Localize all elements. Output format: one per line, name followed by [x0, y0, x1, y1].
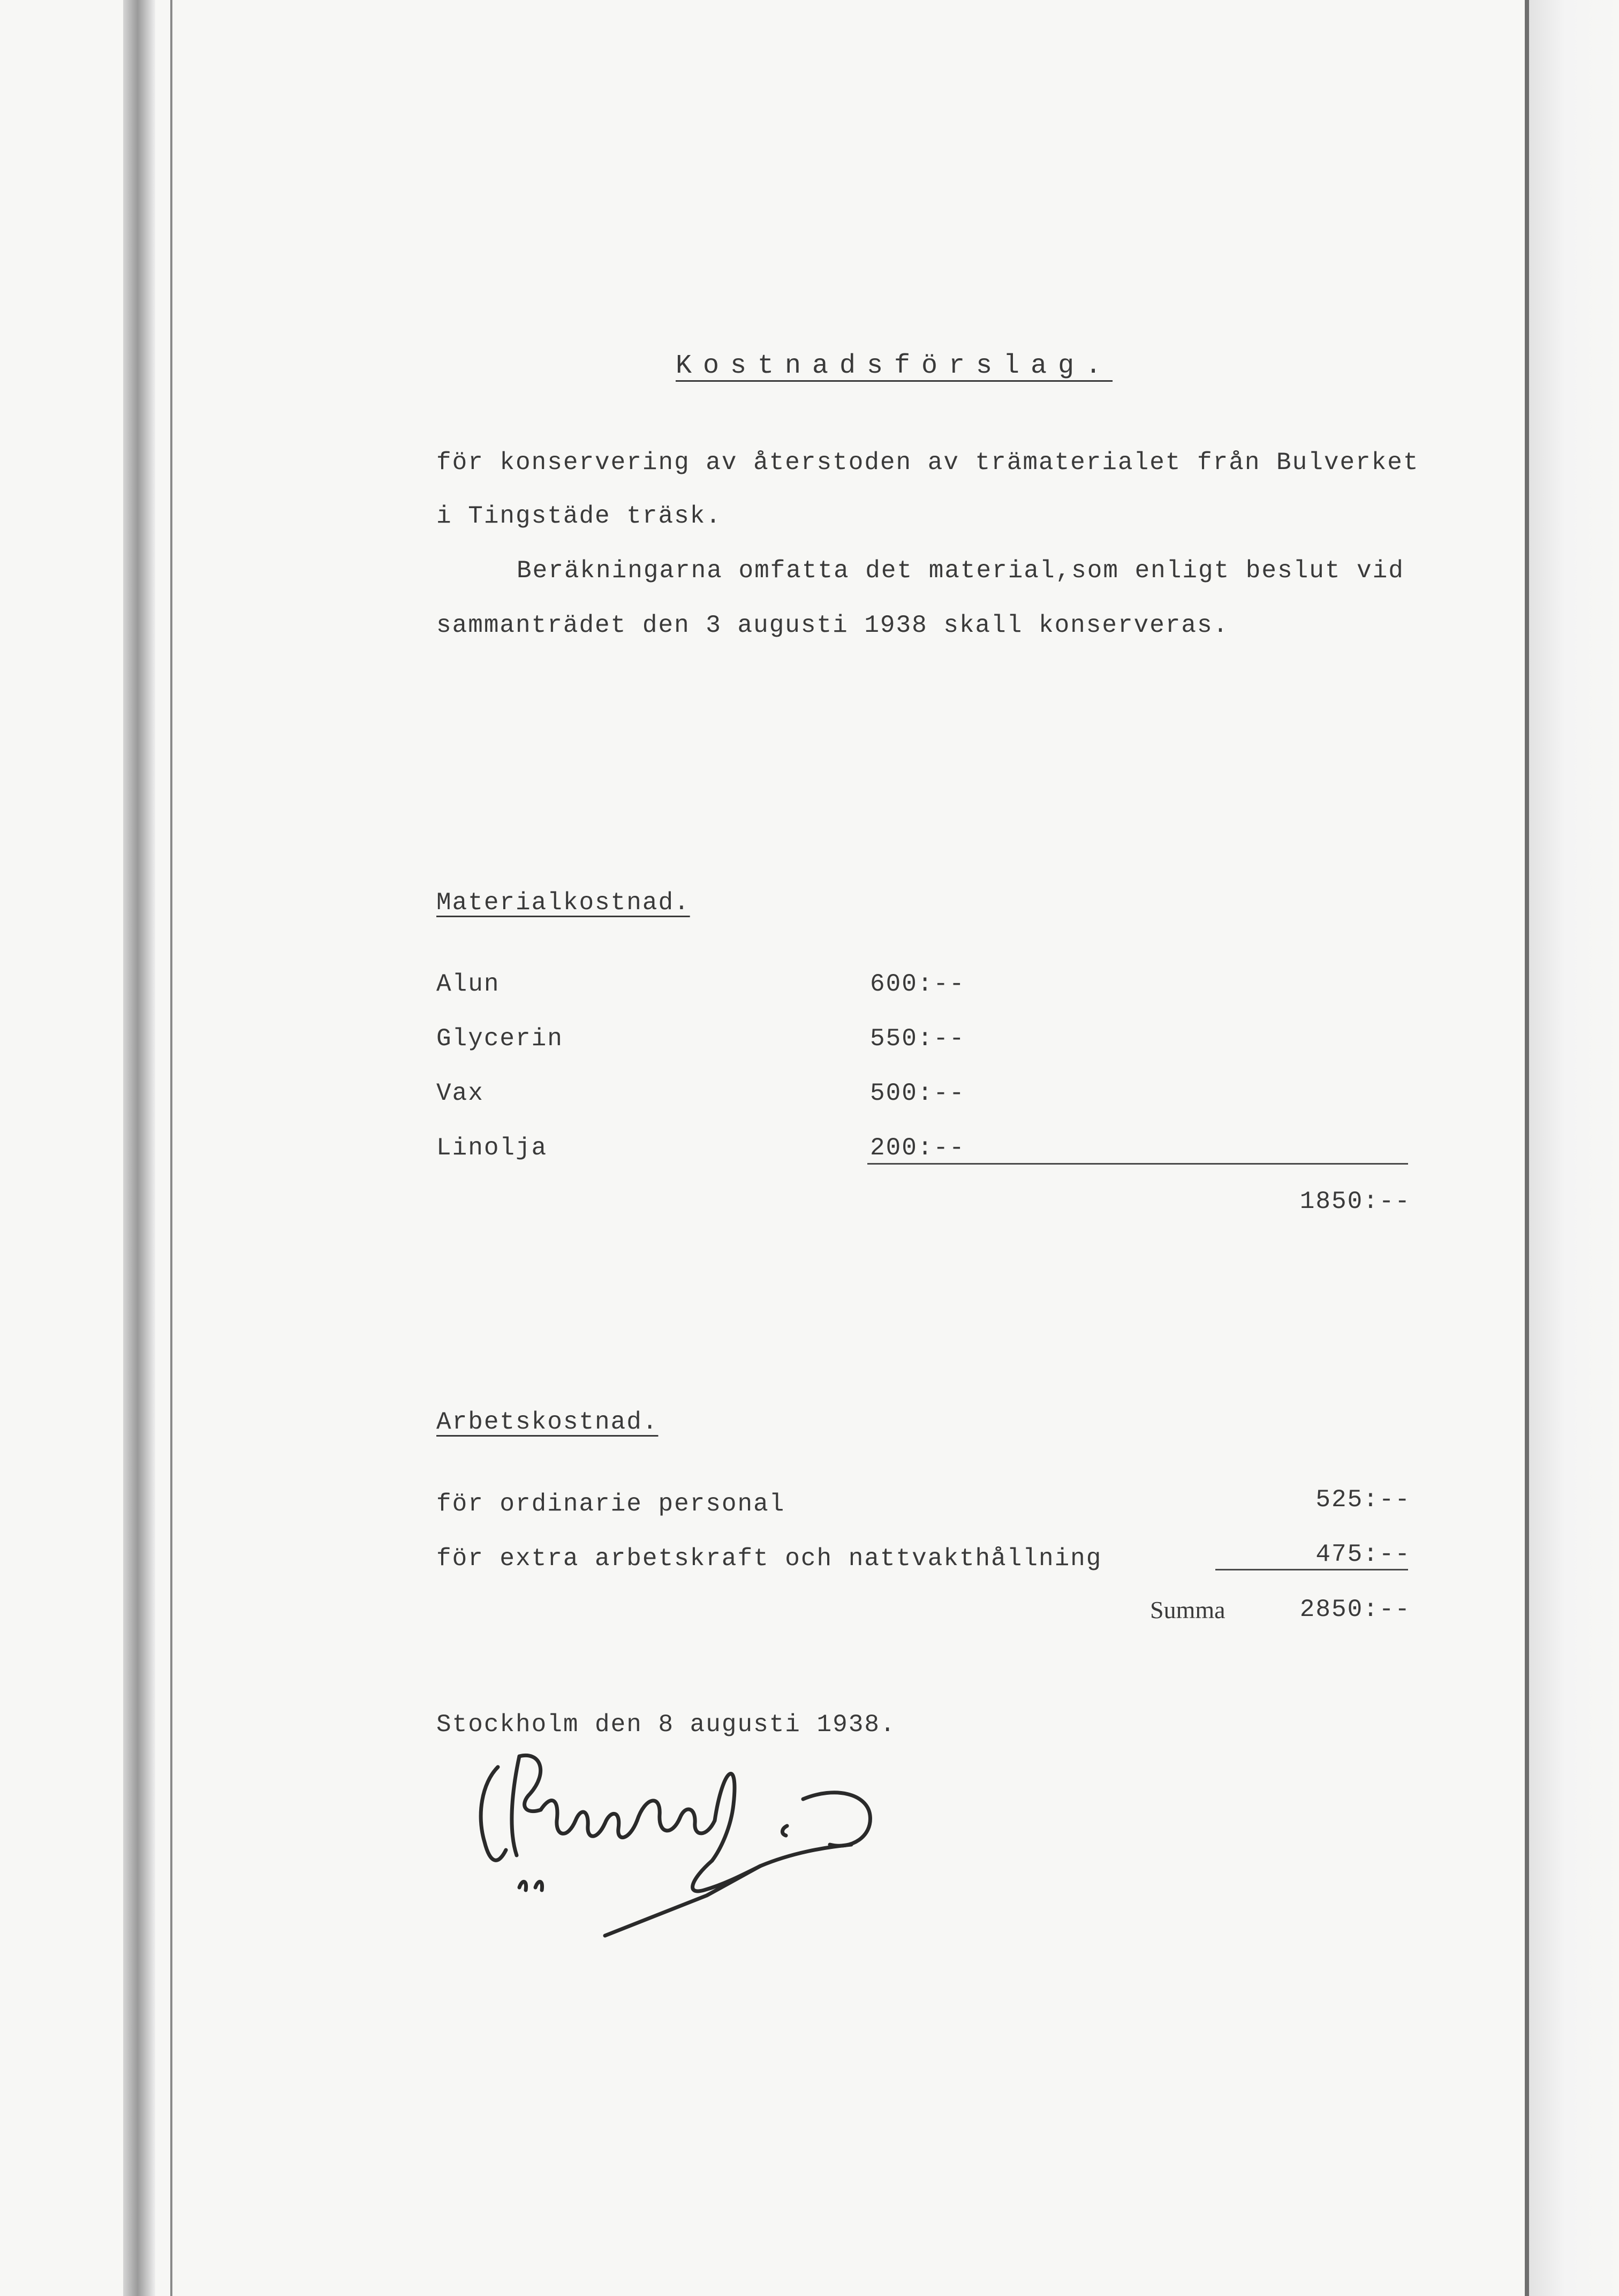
labor-item-label: för extra arbetskraft och nattvakthållning [436, 1545, 1102, 1573]
page-edge-right-shadow [1529, 0, 1619, 2296]
material-heading: Materialkostnad. [436, 889, 690, 917]
handwritten-signature-icon [460, 1735, 899, 1938]
material-subtotal: 1850:-- [1299, 1188, 1411, 1215]
labor-heading: Arbetskostnad. [436, 1408, 659, 1436]
signature [460, 1735, 899, 1938]
labor-item-amount: 525:-- [1315, 1486, 1411, 1514]
material-sum-rule [867, 1163, 1408, 1165]
intro-line-2: i Tingstäde träsk. [436, 502, 722, 530]
material-item-amount: 550:-- [870, 1025, 965, 1053]
intro-line-4: sammanträdet den 3 augusti 1938 skall konserveras. [436, 611, 1229, 639]
material-item-label: Vax [436, 1079, 484, 1107]
intro-line-1: för konservering av återstoden av trämaterialet från Bulverket [436, 449, 1419, 477]
document-title: Kostnadsförslag. [676, 351, 1113, 381]
labor-sum-rule [1215, 1569, 1408, 1570]
labor-item-amount: 475:-- [1315, 1540, 1411, 1568]
page-edge-left [170, 0, 172, 2296]
binding-shadow-left [123, 0, 155, 2296]
intro-line-3: Beräkningarna omfatta det material,som enligt beslut vid [517, 557, 1404, 585]
material-item-amount: 500:-- [870, 1079, 965, 1107]
closing-place-date: Stockholm den 8 augusti 1938. [436, 1711, 896, 1739]
labor-item-label: för ordinarie personal [436, 1490, 785, 1518]
page-edge-right [1525, 0, 1529, 2296]
material-item-label: Linolja [436, 1134, 548, 1162]
material-item-label: Alun [436, 970, 500, 998]
grand-total: 2850:-- [1299, 1596, 1411, 1623]
total-label: Summa [1150, 1596, 1225, 1623]
material-item-amount: 600:-- [870, 970, 965, 998]
material-item-label: Glycerin [436, 1025, 563, 1053]
material-item-amount: 200:-- [870, 1134, 965, 1162]
